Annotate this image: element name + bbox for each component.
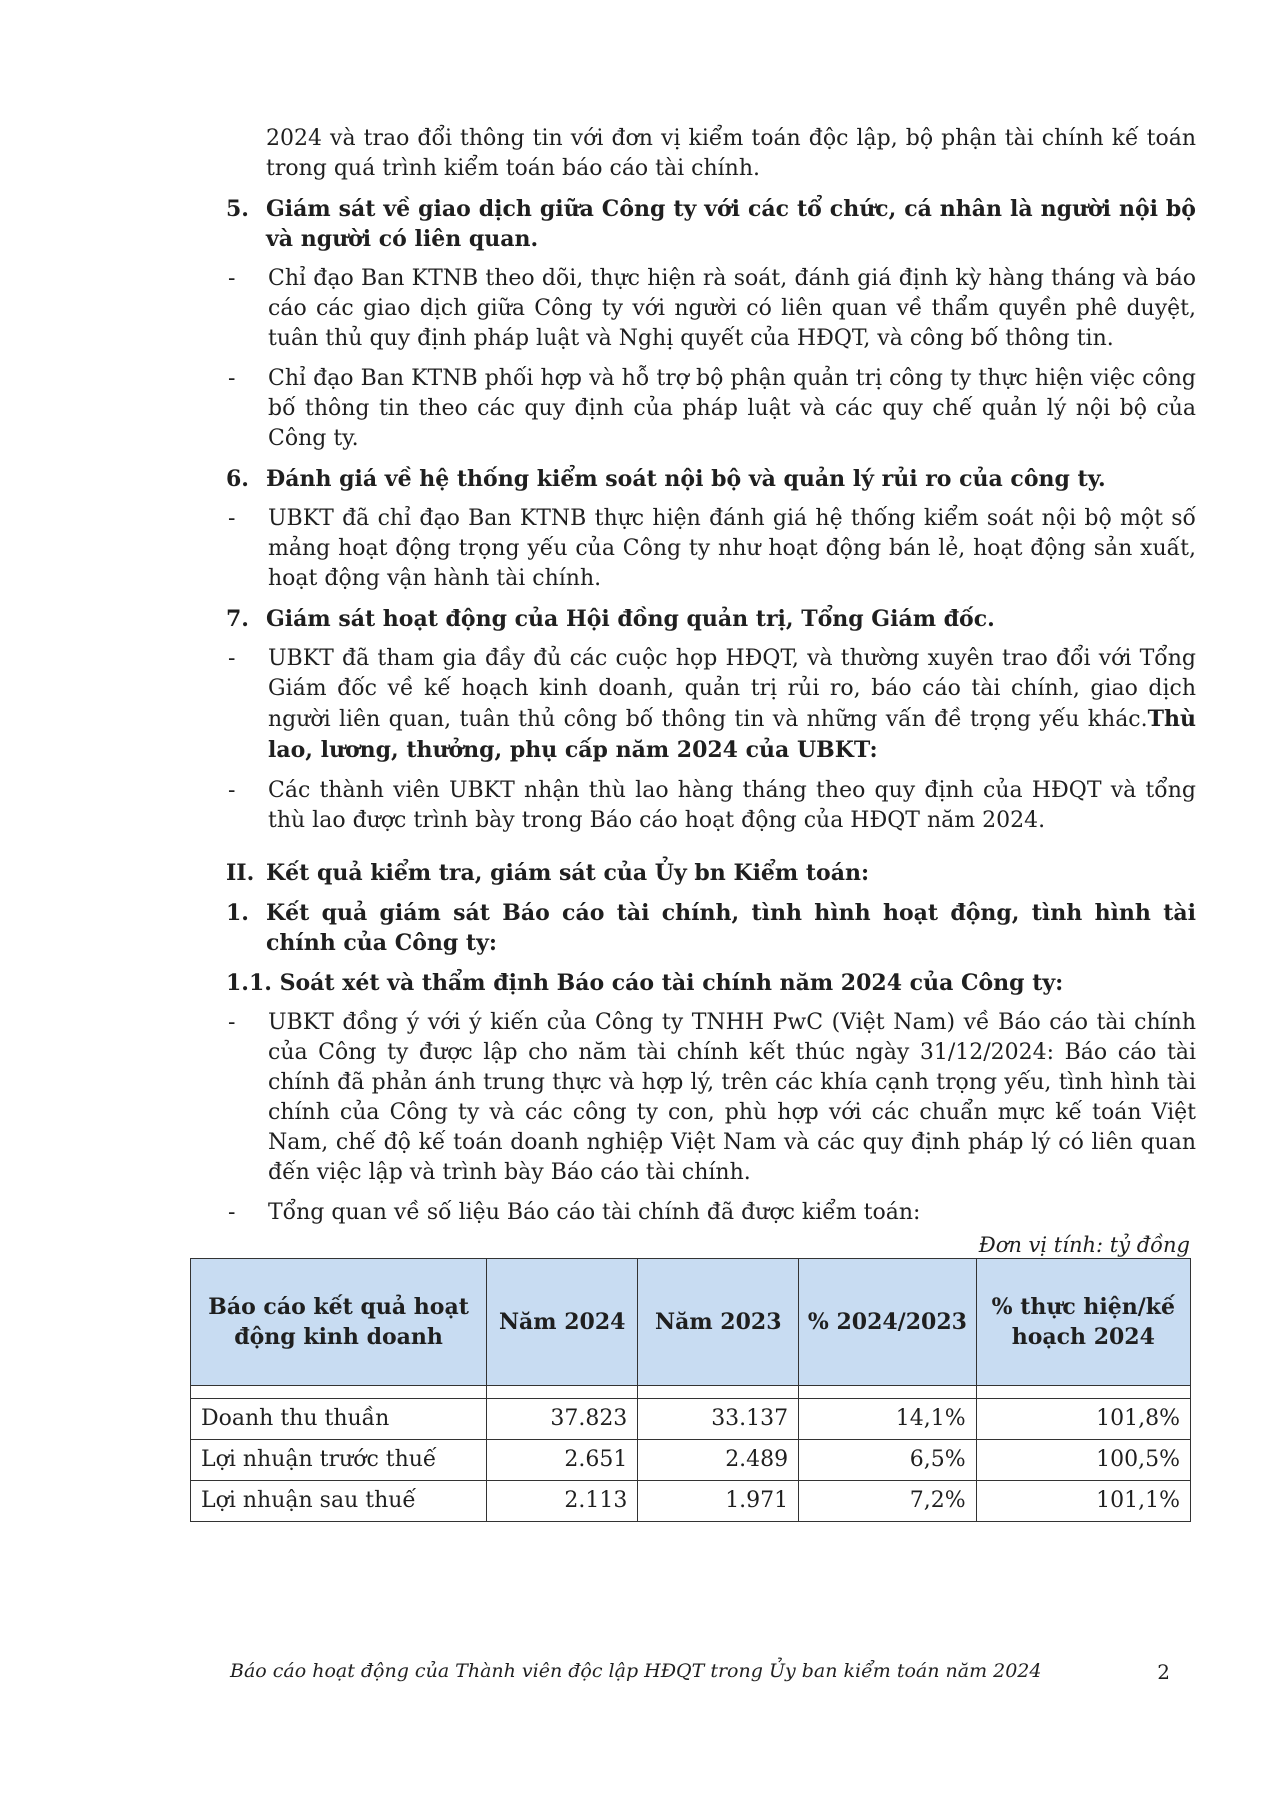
section-II-heading [226,858,1196,888]
section-II-1-heading [226,898,1196,958]
table-cell: 6,5% [799,1440,977,1481]
section-6-heading [226,464,1196,494]
table-cell: 37.823 [487,1399,638,1440]
bullet-dash: - [228,266,236,291]
page-footer [230,1660,1170,1682]
bullet-dash: - [228,1010,236,1035]
table-cell: 33.137 [638,1399,799,1440]
table-cell: 100,5% [976,1440,1190,1481]
bullet-item [226,776,1196,836]
section-number: 7. [226,606,249,632]
bullet-item [226,364,1196,454]
table-cell: 2.489 [638,1440,799,1481]
section-title: Giám sát về giao dịch giữa Công ty với các tổ chức, cá nhân là người nội bộ và người có liên quan. [266,196,1196,252]
bullet-text: Tổng quan về số liệu Báo cáo tài chính đã được kiểm toán: [268,1200,921,1225]
bullet-text: Chỉ đạo Ban KTNB phối hợp và hỗ trợ bộ phận quản trị công ty thực hiện việc công bố thông tin theo các quy định của pháp luật và các quy chế quản lý nội bộ của Công ty. [268,366,1196,451]
bullet-dash: - [228,778,236,803]
section-title: Đánh giá về hệ thống kiểm soát nội bộ và quản lý rủi ro của công ty. [266,466,1106,492]
table-cell: 7,2% [799,1481,977,1522]
section-7-heading [226,604,1196,634]
section-5-heading [226,194,1196,254]
column-header: % 2024/2023 [799,1259,977,1386]
bullet-dash: - [228,506,236,531]
bullet-dash: - [228,1200,236,1225]
table-cell: 2.651 [487,1440,638,1481]
financial-results-table [190,1258,1191,1522]
table-row [191,1481,1191,1522]
table-row [191,1440,1191,1481]
bullet-text-regular: UBKT đã tham gia đầy đủ các cuộc họp HĐQT, và thường xuyên trao đổi với Tổng Giám đốc về kế hoạch kinh doanh, quản trị rủi ro, báo cáo tài chính, giao dịch người liên quan, tuân thủ công bố thông tin và những vấn đề trọng yếu khác. [268,646,1196,732]
bullet-dash: - [228,366,236,391]
bullet-item [226,1008,1196,1188]
intro-paragraph: 2024 và trao đổi thông tin với đơn vị kiểm toán độc lập, bộ phận tài chính kế toán trong quá trình kiểm toán báo cáo tài chính. [266,126,1196,181]
table-cell: 101,1% [976,1481,1190,1522]
table-cell: 2.113 [487,1481,638,1522]
table-cell: Lợi nhuận sau thuế [191,1481,487,1522]
bullet-text: Các thành viên UBKT nhận thù lao hàng tháng theo quy định của HĐQT và tổng thù lao được trình bày trong Báo cáo hoạt động của HĐQT năm 2024. [268,778,1196,833]
table-cell: Lợi nhuận trước thuế [191,1440,487,1481]
bullet-dash: - [228,646,236,671]
table-row [191,1399,1191,1440]
section-number: 6. [226,466,249,492]
table-cell: 101,8% [976,1399,1190,1440]
column-header: Năm 2023 [638,1259,799,1386]
section-title: Kết quả kiểm tra, giám sát của Ủy bn Kiểm toán: [266,860,870,886]
section-number: II. [226,860,255,886]
bullet-text: UBKT đã chỉ đạo Ban KTNB thực hiện đánh giá hệ thống kiểm soát nội bộ một số mảng hoạt động trọng yếu của Công ty như hoạt động bán lẻ, hoạt động sản xuất, hoạt động vận hành tài chính. [268,506,1196,591]
bullet-item [226,504,1196,594]
column-header: Báo cáo kết quả hoạt động kinh doanh [191,1259,487,1386]
table-cell: 1.971 [638,1481,799,1522]
unit-label: Đơn vị tính: tỷ đồng [978,1233,1190,1257]
bullet-item [226,644,1196,766]
section-number: 5. [226,196,249,222]
page-number: 2 [1157,1660,1170,1684]
remuneration-heading: Thù lao, lương, thưởng, phụ cấp năm 2024 của UBKT: [268,706,1196,763]
bullet-text: UBKT đồng ý với ý kiến của Công ty TNHH PwC (Việt Nam) về Báo cáo tài chính của Công ty được lập cho năm tài chính kết thúc ngày 31/12/2024: Báo cáo tài chính đã phản ánh trung thực và hợp lý, trên các khía cạnh trọng yếu, tình hình tài chính của Công ty và các công ty con, phù hợp với các chuẩn mực kế toán Việt Nam, chế độ kế toán doanh nghiệp Việt Nam và các quy định pháp lý có liên quan đến việc lập và trình bày Báo cáo tài chính. [268,1010,1196,1185]
table-header-row [191,1259,1191,1386]
table-cell: 14,1% [799,1399,977,1440]
section-1-1-heading: 1.1. Soát xét và thẩm định Báo cáo tài chính năm 2024 của Công ty: [226,970,1064,996]
bullet-item [226,1198,1196,1228]
table-cell: Doanh thu thuần [191,1399,487,1440]
section-number: 1. [226,900,249,926]
bullet-text: Chỉ đạo Ban KTNB theo dõi, thực hiện rà soát, đánh giá định kỳ hàng tháng và báo cáo các giao dịch giữa Công ty với người có liên quan về thẩm quyền phê duyệt, tuân thủ quy định pháp luật và Nghị quyết của HĐQT, và công bố thông tin. [268,266,1196,351]
column-header: Năm 2024 [487,1259,638,1386]
bullet-text [268,644,1196,766]
footer-text: Báo cáo hoạt động của Thành viên độc lập HĐQT trong Ủy ban kiểm toán năm 2024 [230,1660,1042,1682]
section-title: Giám sát hoạt động của Hội đồng quản trị, Tổng Giám đốc. [266,606,995,632]
table-spacer-row [191,1386,1191,1399]
column-header: % thực hiện/kế hoạch 2024 [976,1259,1190,1386]
page-content [201,124,1196,1522]
section-title: Kết quả giám sát Báo cáo tài chính, tình hình hoạt động, tình hình tài chính của Công ty: [266,900,1196,956]
bullet-item [226,264,1196,354]
